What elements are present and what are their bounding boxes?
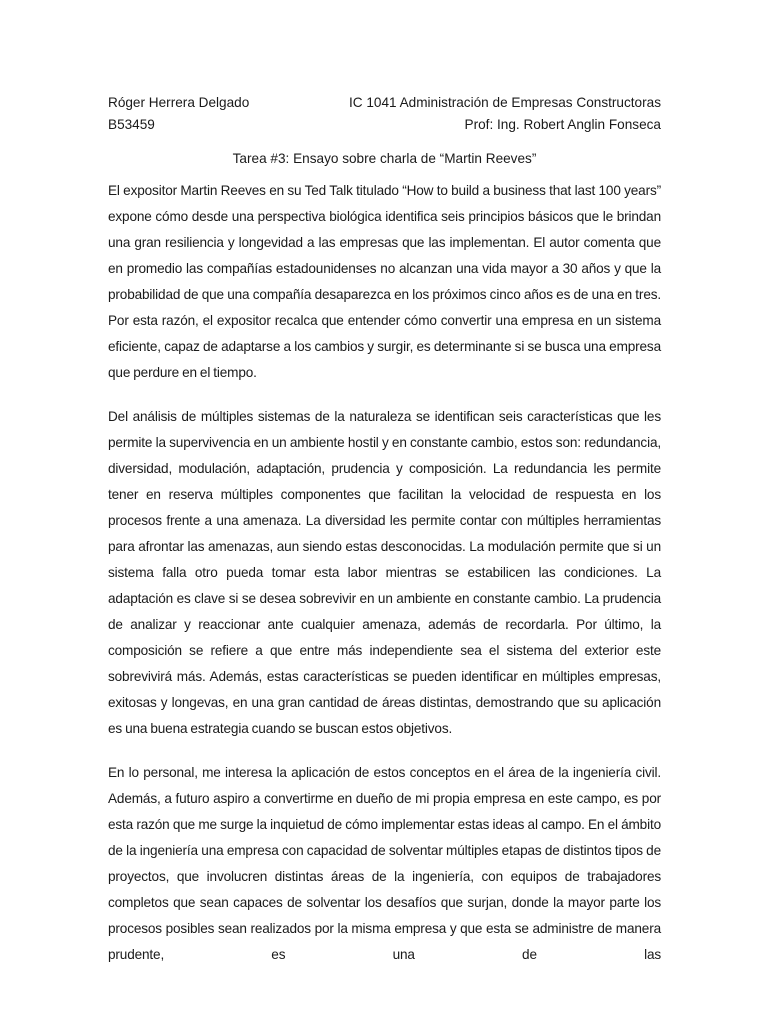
course-name: IC 1041 Administración de Empresas Constructoras [348, 95, 661, 110]
author-name: Róger Herrera Delgado [108, 95, 250, 110]
professor-name: Prof: Ing. Robert Anglin Fonseca [464, 117, 661, 132]
document-title: Tarea #3: Ensayo sobre charla de “Martin Reeves” [232, 151, 537, 166]
paragraph-2: Del análisis de múltiples sistemas de la naturaleza se identifican seis características que les permite la supervivencia en un ambiente hostil y en constante cambio, estos son: redundancia, diversidad, modulación, adaptación, prudencia y composición. La redundancia les permite tener en reserva múltiples componentes que facilitan la velocidad de respuesta en los procesos frente a una amenaza. La diversidad les permite contar con múltiples herramientas para afrontar las amenazas, aun siendo estas desconocidas. La modulación permite que si un sistema falla otro pueda tomar esta labor mientras se estabilicen las condiciones. La adaptación es clave si se desea sobrevivir en un ambiente en constante cambio. La prudencia de analizar y reaccionar ante cualquier amenaza, además de recordarla. Por último, la composición se refiere a que entre más independiente sea el sistema del exterior este sobrevivirá más. Además, estas características se pueden identificar en múltiples empresas, exitosas y longevas, en una gran cantidad de áreas distintas, demostrando que su aplicación es una buena estrategia cuando se buscan estos objetivos. [108, 409, 661, 736]
header-row-1 [108, 92, 661, 114]
paragraph-1: El expositor Martin Reeves en su Ted Talk titulado “How to build a business that last 100 years” expone cómo desde una perspectiva biológica identifica seis principios básicos que le brindan una gran resiliencia y longevidad a las empresas que las implementan. El autor comenta que en promedio las compañías estadounidenses no alcanzan una vida mayor a 30 años y que la probabilidad de que una compañía desaparezca en los próximos cinco años es de una en tres. Por esta razón, el expositor recalca que entender cómo convertir una empresa en un sistema eficiente, capaz de adaptarse a los cambios y surgir, es determinante si se busca una empresa que perdure en el tiempo. [108, 183, 661, 380]
paragraph-3: En lo personal, me interesa la aplicación de estos conceptos en el área de la ingeniería civil. Además, a futuro aspiro a convertirme en dueño de mi propia empresa en este campo, es por esta razón que me surge la inquietud de cómo implementar estas ideas al campo. En el ámbito de la ingeniería una empresa con capacidad de solventar múltiples etapas de distintos tipos de proyectos, que involucren distintas áreas de la ingeniería, con equipos de trabajadores completos que sean capaces de solventar los desafíos que surjan, donde la mayor parte los procesos posibles sean realizados por la misma empresa y que esta se administre de manera prudente, es una de las [108, 765, 661, 962]
document-body [108, 178, 661, 968]
header-row-2 [108, 114, 661, 136]
student-id: B53459 [108, 117, 155, 132]
document-header [108, 92, 661, 136]
